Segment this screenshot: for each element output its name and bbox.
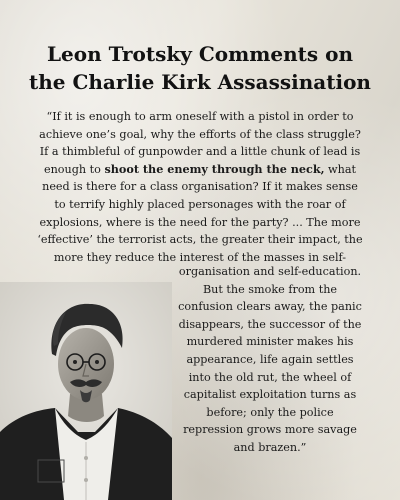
quote-line: before; only the police <box>206 405 334 419</box>
page-title <box>0 40 400 96</box>
quote-line: achieve one’s goal, why the efforts of the class struggle? <box>39 127 361 141</box>
title-line-2: the Charlie Kirk Assassination <box>29 70 371 94</box>
quote-line: need is there for a class organisation? If it makes sense <box>42 180 358 194</box>
quote-line: disappears, the successor of the <box>178 317 362 331</box>
emphasis-prefix: enough to <box>43 162 105 176</box>
quote-block-bottom <box>170 263 370 457</box>
portrait-photo <box>0 282 172 500</box>
emphasis-suffix: what <box>324 162 356 176</box>
emphasis-text: shoot the enemy through the neck, <box>104 161 325 176</box>
quote-line: more they reduce the interest of the masses in self- <box>53 250 347 264</box>
quote-line: capitalist exploitation turns as <box>183 388 357 402</box>
portrait-illustration <box>0 282 172 500</box>
quote-line: organisation and self-education. <box>178 265 362 278</box>
quote-line: and brazen.” <box>233 440 307 454</box>
quote-line: If a thimbleful of gunpowder and a little chunk of lead is <box>39 145 361 159</box>
quote-block-top <box>34 108 366 266</box>
quote-line: appearance, life again settles <box>186 352 354 366</box>
quote-line: repression grows more savage <box>183 423 357 437</box>
quote-line: ‘effective’ the terrorist acts, the greater their impact, the <box>37 233 363 247</box>
quote-line: explosions, where is the need for the party? ... The more <box>39 215 361 229</box>
quote-line: into the old rut, the wheel of <box>188 370 352 384</box>
quote-line: confusion clears away, the panic <box>178 300 362 314</box>
quote-line: murdered minister makes his <box>186 335 354 349</box>
quote-line-emphasis <box>34 161 366 179</box>
quote-line: to terrify highly placed personages with the roar of <box>54 197 346 211</box>
quote-line: But the smoke from the <box>202 282 338 296</box>
quote-line: “If it is enough to arm oneself with a pistol in order to <box>46 110 354 123</box>
title-line-1: Leon Trotsky Comments on <box>46 42 354 66</box>
